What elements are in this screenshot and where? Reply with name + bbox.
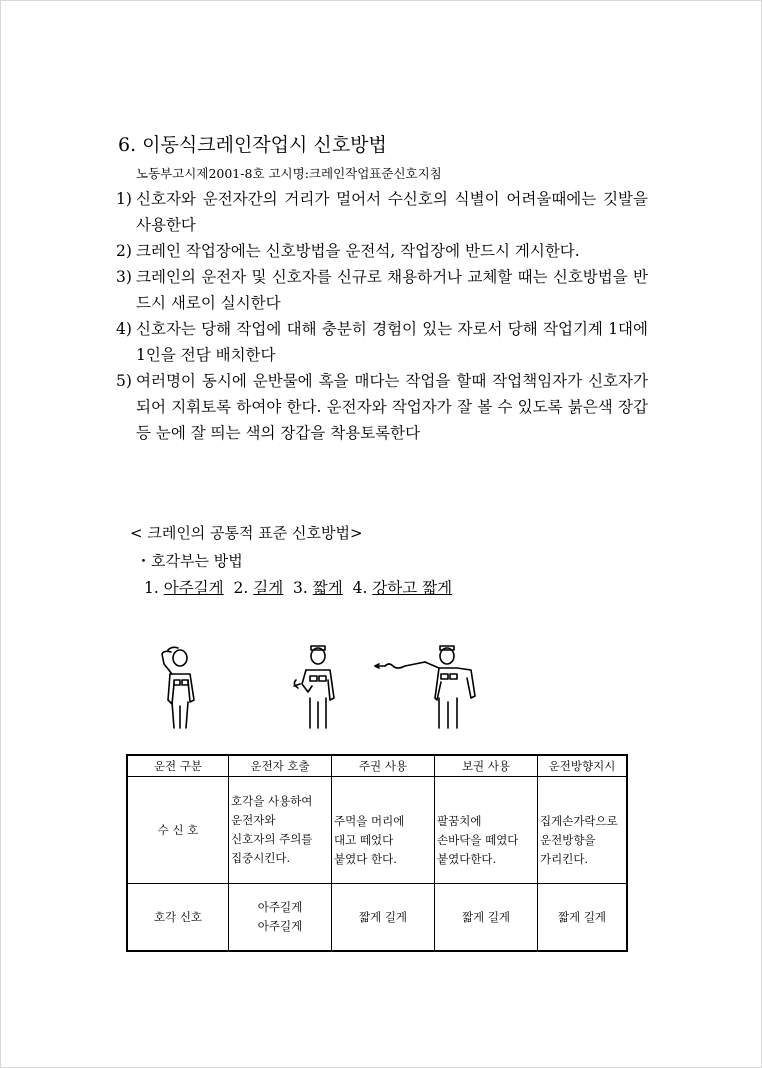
table-header: 운전방향지시 — [538, 755, 628, 777]
notice-reference: 노동부고시제2001-8호 고시명:크레인작업표준신호지침 — [136, 166, 442, 181]
table-cell: 아주길게 아주길게 — [229, 884, 332, 952]
row-label: 수 신 호 — [127, 777, 229, 884]
table-header: 운전 구분 — [127, 755, 229, 777]
section-heading: < 크레인의 공통적 표준 신호방법> — [130, 524, 363, 542]
signal-figure-palm-on-elbow — [294, 646, 334, 728]
table-cell: 짧게 길게 — [332, 884, 435, 952]
signal-figure-pointing — [375, 646, 475, 728]
table-cell: 집게손가락으로 운전방향을 가리킨다. — [538, 777, 628, 884]
rule-list — [116, 186, 648, 446]
signal-table — [126, 754, 628, 952]
signal-figure-fist-on-head — [162, 647, 194, 728]
table-row — [127, 777, 627, 884]
table-cell: 짧게 길게 — [435, 884, 538, 952]
whistle-option-long: 길게 — [253, 579, 284, 597]
table-header-row — [127, 755, 627, 777]
list-item: 2) 크레인 작업장에는 신호방법을 운전석, 작업장에 반드시 게시한다. — [116, 242, 580, 260]
table-cell: 호각을 사용하여 운전자와 신호자의 주의를 집중시킨다. — [229, 777, 332, 884]
row-label: 호각 신호 — [127, 884, 229, 952]
whistle-option-short: 짧게 — [312, 579, 343, 597]
table-row — [127, 884, 627, 952]
whistle-options: 1. 아주길게 2. 길게 3. 짧게 4. 강하고 짧게 — [144, 579, 453, 597]
signal-figures-illustration — [150, 640, 500, 730]
list-item: 5) 여러명이 동시에 운반물에 혹을 매다는 작업을 할때 작업책임자가 신호자가 되어 지휘토록 하여야 한다. 운전자와 작업자가 잘 볼 수 있도록 붉은색 장갑 등 눈에 잘 띄는 색의 장갑을 착용토록한다 — [116, 372, 648, 442]
list-item: 4) 신호자는 당해 작업에 대해 충분히 경험이 있는 자로서 당해 작업기계 1대에 1인을 전담 배치한다 — [116, 320, 648, 364]
table-header: 보권 사용 — [435, 755, 538, 777]
table-header: 주권 사용 — [332, 755, 435, 777]
page-title: 6. 이동식크레인작업시 신호방법 — [118, 134, 387, 156]
table-cell: 짧게 길게 — [538, 884, 628, 952]
table-header: 운전자 호출 — [229, 755, 332, 777]
whistle-option-strong-short: 강하고 짧게 — [372, 579, 453, 597]
table-cell: 주먹을 머리에 대고 떼었다 붙였다 한다. — [332, 777, 435, 884]
whistle-heading: ・호각부는 방법 — [136, 552, 243, 570]
list-item: 1) 신호자와 운전자간의 거리가 멀어서 수신호의 식별이 어려울때에는 깃발을 사용한다 — [116, 190, 648, 234]
table-cell: 팔꿈치에 손바닥을 떼였다 붙였다한다. — [435, 777, 538, 884]
list-item: 3) 크레인의 운전자 및 신호자를 신규로 채용하거나 교체할 때는 신호방법을 반드시 새로이 실시한다 — [116, 268, 648, 312]
whistle-option-very-long: 아주길게 — [163, 579, 224, 597]
